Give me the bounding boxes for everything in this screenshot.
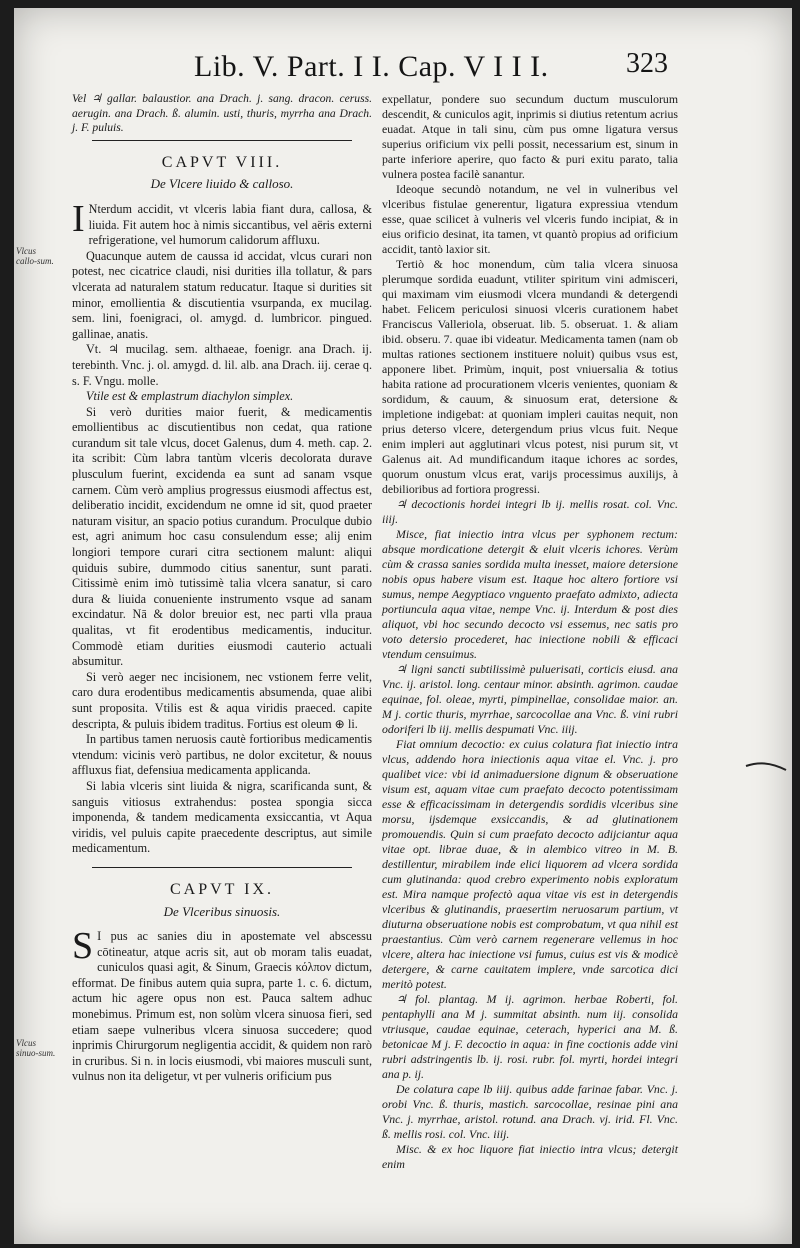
chapter-8-paragraph-7: In partibus tamen neruosis cautè fortioribus medicamentis vtendum: vicinis verò partibus, ne dolor excitetur, & nouus affluxus fiat, defensiua medicamenta applicanda. [72, 732, 372, 778]
section-divider [92, 867, 352, 868]
right-prescription-1: ♃ decoctionis hordei integri lb ij. mellis rosat. col. Vnc. iiij. [382, 497, 678, 526]
right-prescription-3: ♃ fol. plantag. M ij. agrimon. herbae Roberti, fol. pentaphylli ana M j. summitat absinth. num iij. consolida vtriusque, caudae equinae, ceterach, hyperici ana M. ß. betonicae M j. F. decoctio in aqua: in fine coctionis adde vini rubri adstringentis lb. ij. rosi. rubr. fol. myrti, hordei integri ana p. ij. [382, 992, 678, 1081]
right-column [382, 92, 678, 1172]
running-head: Lib. V. Part. I I. Cap. V I I I. [194, 50, 549, 83]
chapter-8-paragraph-8: Si labia vlceris sint liuida & nigra, scarificanda sunt, & sanguis vitiosus extrahendus: postea spongia sicca imponenda, & tandem medicamenta exsiccantia, vt Aqua viridis, vel puluis capite praecedente descriptus, aut simile medicamentum. [72, 778, 372, 856]
drop-cap: S [72, 925, 94, 968]
right-paragraph-2: Ideoque secundò notandum, ne vel in vulneribus vel vlceribus fistulae generentur, ligatura expressiua vtendum esse, quae scilicet à vulneris vel vlceris fundo incipiat, & in eius orificio desinat, ita tamen, vt quantò propius ad orificium accidit, tantò laxior sit. [382, 182, 678, 256]
right-paragraph-3: Tertiò & hoc monendum, cùm talia vlcera sinuosa plerumque sordida euadunt, vtiliter spiritum vini admisceri, qui maximam vim eiusmodi vlcera mundandi & detergendi habet. Felicem periculosi sinuosi vlceris curationem habet Franciscus Valleriola, obseruat. lib. 5. obseruat. 1. & aliam ibid. obseru. 7. quae ibi videatur. Medicamenta tamen (nam ob multas rationes sectionem instituere noluit) quibus vsus est, apponere libet. Primùm, inquit, post vniuersalia & totius habita ratione ad procurationem vlceris venientes, quoniam & sordidum, & cauum, & sinuosum erat, detersione & impletione indigebat: at quoniam impleri cauitas nequit, non prius deterso vlcere, detergendum prius vlcus fuit. Neque enim impleri aut agglutinari vlcus potest, nisi purum sit, vt Galenus ait. Ad mundificandum itaque ichores ac sordes, quorum onustum vlcus erat, varijs processimus auxilijs, à debilioribus ad fortiora progressi. [382, 257, 678, 496]
chapter-8-paragraph-3: Vt. ♃ mucilag. sem. althaeae, foenigr. ana Drach. ij. terebinth. Vnc. j. ol. amygd. d. lil. alb. ana Drach. iij. cerae q. s. F. Vngu. molle. [72, 342, 372, 388]
chapter-8-title: CAPVT VIII. [161, 153, 283, 171]
margin-note-vlcus-callosum: Vlcus callo-sum. [16, 246, 54, 266]
prescription-paragraph: Vel ♃ gallar. balaustior. ana Drach. j. sang. dracon. ceruss. aerugin. ana Drach. ß. alumin. usti, thuris, myrrha ana Drach. j. F. puluis. [72, 92, 372, 135]
right-paragraph-7: Fiat omnium decoctio: ex cuius colatura fiat iniectio intra vlcus, addendo hora iniectionis aqua vitae el. Vnc. j. pro qualibet vice: vbi id animaduersione dignum & obseruatione visum est, aquam vitae cum praefato decocto potentissimam esse & efficacissimam in detergendis sordidis vlceribus sine morsu, ijsdemque exsiccandis, & ad glutinationem promouendis. Quin si cum praefato decocto adijciantur aqua vitae opt. librae duae, & in alembico vitreo in M. B. destillentur, mirabilem inde elici liquorem ad vlcera sordida cum glutinanda: quod crebro experimento nobis exploratum est. Mira namque profectò aqua vitae vis est in detergendis vlceribus & glutinandis, praesertim neruosarum partium, vt diuturna obseruatione nobis est comprobatum, vt qua nihil est praestantius. Cùm verò carnem regenerare vellemus in hoc vlcere, altera hac iniectione vsi fumus, cuius est vis & modicè detergere, & carne cauitatem implere, vnde sarcotica dici meritò potest. [382, 737, 678, 991]
drop-cap: I [72, 197, 85, 240]
chapter-8-paragraph-1: I Nterdum accidit, vt vlceris labia fiant dura, callosa, & liuida. Fit autem hoc à nimis siccantibus, vel aëris externi refrigeratione, vel humorum calidorum affluxu. [72, 197, 372, 248]
right-paragraph-1: expellatur, pondere suo secundum ductum musculorum descendit, & cuniculos agit, inprimis si diutius retentum acrius euadat. Atque in tali sinu, cùm pus omne ligatura versus superius orificium vix pelli possit, necessarium est, sinum in parte inferiore aperire, quo facto & puri exitu parato, talia vulnera postea facilè sanantur. [382, 92, 678, 181]
chapter-9-title: CAPVT IX. [169, 880, 275, 898]
right-prescription-2: ♃ ligni sancti subtilissimè puluerisati, corticis eiusd. ana Vnc. ij. aristol. long. centaur minor. absinth. agrimon. caudae equinae, fol. oleae, myrti, pimpinellae, consolidae maior. an. M j. cortic thuris, myrrhae, sarcocollae ana Vnc. ß. vini rubri odoriferi lb iij. mellis despumati Vnc. iiij. [382, 662, 678, 736]
right-prescription-4: De colatura cape lb iiij. quibus adde farinae fabar. Vnc. j. orobi Vnc. ß. thuris, mastich. sarcocollae, resinae pini ana Vnc. j. myrrhae, aristol. rotund. ana Drach. vj. irid. Fl. Vnc. ß. mellis rosi. col. Vnc. iiij. [382, 1082, 678, 1141]
chapter-8-subtitle: De Vlcere liuido & calloso. [150, 176, 294, 192]
ink-mark-icon [744, 760, 788, 774]
margin-note-vlcus-sinuosum: Vlcus sinuo-sum. [16, 1038, 56, 1058]
chapter-8-paragraph-2: Quacunque autem de caussa id accidat, vlcus curari non potest, nec cicatrice claudi, nisi durities illa tollatur, & pars vlcerata ad naturalem statum reducatur. Itaque si durities sit minor, emollientia & discutientia vsurpanda, ex mucilag. sem. lini, foenigraci, ol. amygd. d. lumbricor. pingued. gallinae, anatis. [72, 248, 372, 341]
chapter-9-subtitle: De Vlceribus sinuosis. [163, 903, 281, 919]
section-divider [92, 140, 352, 141]
right-paragraph-5: Misce, fiat iniectio intra vlcus per syphonem rectum: absque mordicatione detergit & eluit vlceris ichores. Verùm cùm & crassa sanies sordida multa inesset, maiore detersione nobis opus habere visum est. Itaque hoc altero fortiore vsi sumus, nempe Aegyptiaco vnguento praefato admixto, adiecta portiuncula aqua vitae, nempe Vnc. ij. Interdum & post dies aliquot, vbi hoc secundo decocto vsi essemus, nec satis pro voto detersio procederet, hac iniectione nobili & efficaci vtendum censuimus. [382, 527, 678, 661]
left-column [72, 92, 372, 1085]
chapter-8-paragraph-6: Si verò aeger nec incisionem, nec vstionem ferre velit, caro dura erodentibus medicamentis absumenda, quae alibi sunt proposita. Vtilis est & aqua viridis praeced. capite descripta, & puluis ibidem traditus. Fortius est oleum ⊕ li. [72, 669, 372, 731]
page-number: 323 [626, 48, 668, 79]
chapter-8-paragraph-5: Si verò durities maior fuerit, & medicamentis emollientibus ac discutientibus non cedat, qua ratione curandum sit tale vlcus, docet Galenus, dum 4. meth. cap. 2. ita scribit: Cùm labra tantùm vlceris decolorata durave plusculum fuerint, excidenda ea sunt ad sanam vsque carnem. Cùm verò amplius progressus eiusmodi affectus est, deliberatio incidit, excidendum ne omne id sit, quod praeter naturam visitur, an spacio potius curandum. Proculque dubio est, agri animum hoc casu consulendum esse; alij enim longiori tempore curari citra sectionem malunt: aliqui quiduis subire, dummodo citius sanentur, sunt parati. Citissimè enim imò tutissimè talia vlcera sanatur, si caro dura & liuida conueniente instrumento vsque ad sanam excindatur. Nā & dolor breuior est, nec parti vlla praua qualitas, vt fit erodentibus medicamentis, inducitur. Commodè etiam durities eiusmodi cauterio actuali absumitur. [72, 404, 372, 669]
right-paragraph-10: Misc. & ex hoc liquore fiat iniectio intra vlcus; detergit enim [382, 1142, 678, 1171]
chapter-8-paragraph-4: Vtile est & emplastrum diachylon simplex. [86, 389, 294, 404]
chapter-9-paragraph-1: S I pus ac sanies diu in apostemate vel abscessu cōtineatur, atque acris sit, aut ob moram talis euadat, cuniculos quasi agit, & Sinum, Graecis κόλπον dictum, efformat. De finibus autem quia supra, parte 1. c. 6. dictum, actum hic agere opus non est. Pauca saltem adhuc monebimus. Primum est, non solùm vlcera sinuosa fieri, sed etiam saepe vulneribus vlcera sinuosa succedere; quod inprimis Chirurgorum negligentia accidit, & quidem non rarò in cruribus. Si n. in locis eiusmodi, vbi maiores musculi sunt, vulnus non ita deligetur, vt per vulneris orificium pus [72, 925, 372, 1084]
book-page [14, 8, 792, 1244]
